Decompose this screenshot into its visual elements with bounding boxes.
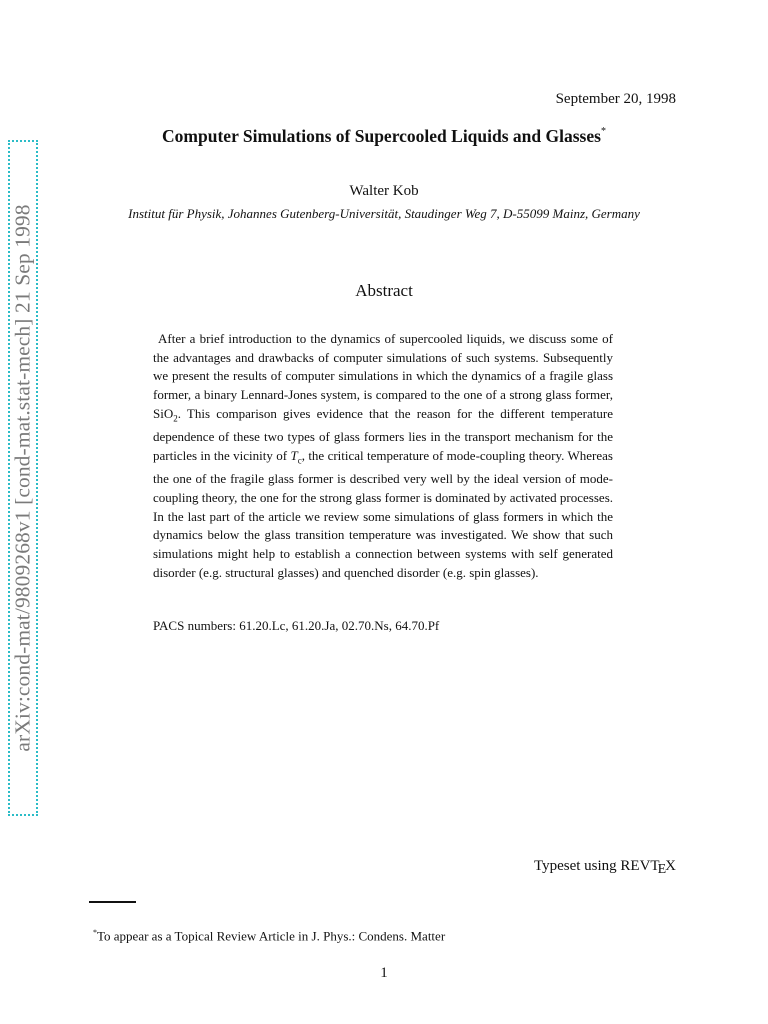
footnote-text: To appear as a Topical Review Article in J. Phys.: Condens. Matter xyxy=(97,928,446,944)
abstract-heading: Abstract xyxy=(355,281,413,300)
title-footnote-marker: * xyxy=(600,126,606,138)
typeset-prefix: Typeset using REVT xyxy=(533,858,660,874)
abstract-part-2: . This comparison gives evidence that the reason for the different temperature dependence of these two types of glass formers lies in the transport mechanism for the particles in the vicinity of xyxy=(153,405,613,463)
paper-title xyxy=(60,126,708,147)
author-name: Walter Kob xyxy=(349,183,419,199)
footnote xyxy=(93,928,445,944)
arxiv-identifier: arXiv:cond-mat/9809268v1 [cond-mat.stat-mech] 21 Sep 1998 xyxy=(10,204,35,752)
author-affiliation: Institut für Physik, Johannes Gutenberg-Universität, Staudinger Weg 7, D-55099 Mainz, Germany xyxy=(128,206,640,221)
title-text: Computer Simulations of Supercooled Liquids and Glasses xyxy=(162,126,601,146)
tc-subscript: c xyxy=(297,455,302,466)
tc-symbol: T xyxy=(290,447,298,463)
typeset-note xyxy=(534,858,676,875)
abstract-part-1: After a brief introduction to the dynamics of supercooled liquids, we discuss some of the advantages and drawbacks of computer simulations of such systems. Subsequently we present the results of computer simulations in which the dynamics of a fragile glass former, a binary Lennard-Jones system, is compared to the one of a strong glass former, SiO xyxy=(153,331,613,421)
pacs-numbers: PACS numbers: 61.20.Lc, 61.20.Ja, 02.70.Ns, 64.70.Pf xyxy=(153,618,440,633)
date: September 20, 1998 xyxy=(555,91,676,107)
arxiv-stamp xyxy=(8,140,38,816)
abstract-part-3: , the critical temperature of mode-coupling theory. Whereas the one of the fragile glass former is described very well by the ideal version of mode-coupling theory, the one for the strong glass former is dominated by activated processes. In the last part of the article we review some simulations of glass formers in which the dynamics below the glass transition temperature was investigated. We show that such simulations might help to establish a connection between systems with self generated disorder (e.g. structural glasses) and quenched disorder (e.g. spin glasses). xyxy=(153,447,613,580)
tex-logo-x: X xyxy=(665,858,676,874)
page-number: 1 xyxy=(380,965,388,981)
tex-logo-e: E xyxy=(657,862,667,877)
abstract-body xyxy=(153,330,613,582)
footnote-rule xyxy=(89,901,136,903)
footnote-marker: * xyxy=(93,928,97,937)
sio2-subscript: 2 xyxy=(173,413,178,424)
